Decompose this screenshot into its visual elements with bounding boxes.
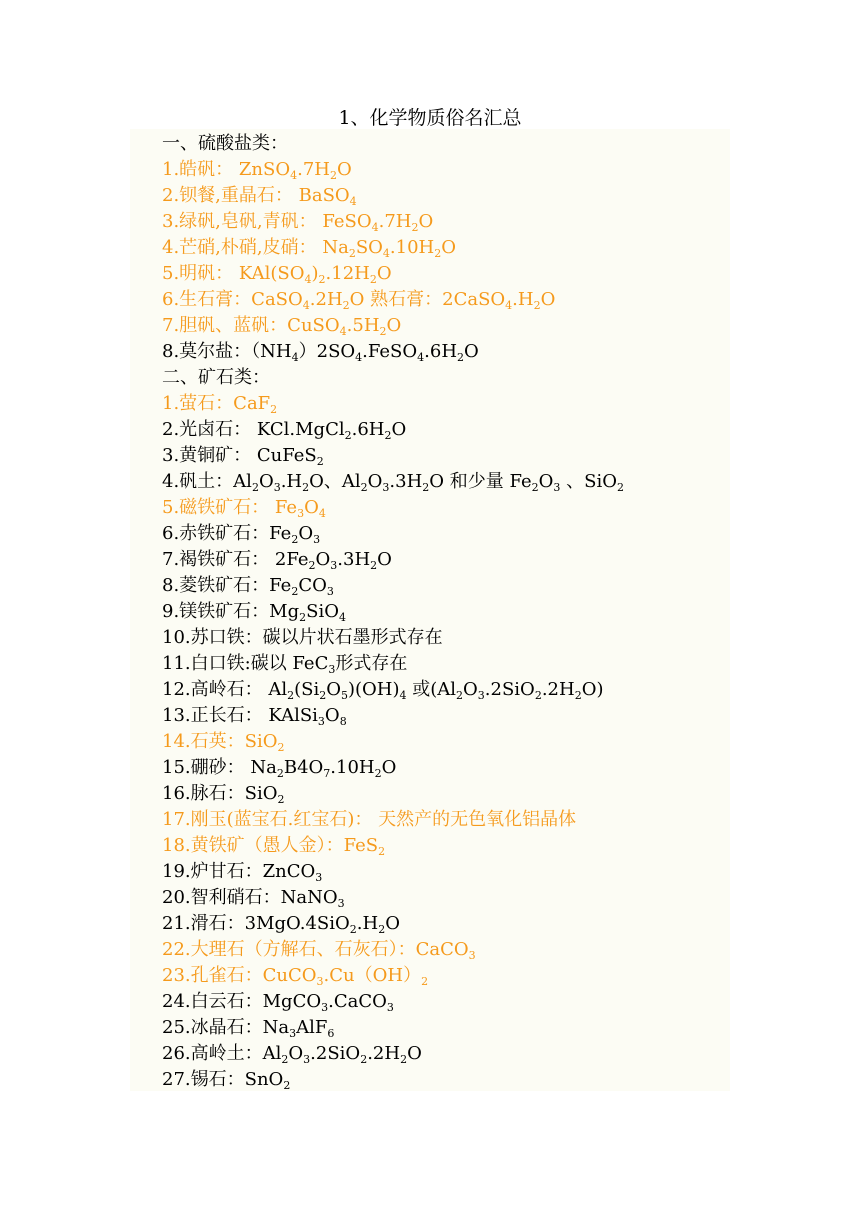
text-line: 26.高岭土：$Al_2O_3.2SiO_2.2H_2O$ <box>162 1043 422 1066</box>
text-line: 12.高岭石： $Al_2(Si_2O_5)(OH)_4$ 或$(Al_2O_3.2SiO_2.2H_2O)$ <box>162 679 604 702</box>
text-line: 2.光卤石： $KCl.MgCl_2.6H_2O$ <box>162 419 407 442</box>
text-line: 25.冰晶石：$Na_3AlF_6$ <box>162 1017 335 1040</box>
text-line: 6.生石膏：$CaSO_4.2H_2O$ 熟石膏：$2CaSO_4.H_2O$ <box>162 289 556 312</box>
text-line: 9.镁铁矿石：$Mg_2SiO_4$ <box>162 601 346 624</box>
text-line: 8.莫尔盐：$(NH_4)2SO_4.FeSO_4.6H_2O$ <box>162 341 479 364</box>
text-line: 二、矿石类： <box>162 367 270 388</box>
text-line: 4.矾土：$Al_2O_3.H_2O$、$Al_2O_3.3H_2O$ 和少量 $Fe_2O_3$ 、SiO$_2$ <box>162 471 624 494</box>
text-line: 17.刚玉(蓝宝石.红宝石)： 天然产的无色氧化铝晶体 <box>162 809 577 830</box>
text-line: 27.锡石：SnO$_2$ <box>162 1069 291 1092</box>
text-line: 6.赤铁矿石：$Fe_2O_3$ <box>162 523 321 546</box>
text-line: 7.褐铁矿石： $2Fe_2O_3.3H_2O$ <box>162 549 392 572</box>
text-line: 3.黄铜矿： CuFeS$_2$ <box>162 445 324 468</box>
text-line: 24.白云石：MgCO$_3$.CaCO$_3$ <box>162 991 394 1014</box>
text-line: 19.炉甘石：ZnCO$_3$ <box>162 861 323 884</box>
text-line: 8.菱铁矿石：$Fe_2CO_3$ <box>162 575 334 598</box>
text-line: 1.萤石：CaF$_2$ <box>162 393 278 416</box>
text-line: 3.绿矾,皂矾,青矾： $FeSO_4.7H_2O$ <box>162 211 434 234</box>
content-lines <box>162 131 624 1093</box>
text-line: 4.芒硝,朴硝,皮硝： $Na_2SO_4.10H_2O$ <box>162 237 457 260</box>
page-title: 1、化学物质俗名汇总 <box>338 107 522 129</box>
text-line: 22.大理石（方解石、石灰石）：CaCO$_3$ <box>162 939 476 962</box>
text-line: 10.苏口铁：碳以片状石墨形式存在 <box>162 627 443 648</box>
text-line: 21.滑石：$3MgO.4SiO_2.H_2O$ <box>162 913 400 936</box>
text-line: 20.智利硝石：NaNO$_3$ <box>162 887 345 910</box>
text-line: 7.胆矾、蓝矾：$CuSO_4.5H_2O$ <box>162 315 402 338</box>
text-line: 18.黄铁矿（愚人金）：FeS$_2$ <box>162 835 386 858</box>
text-line: 15.硼砂： $Na_2B4O_7.10H_2O$ <box>162 757 397 780</box>
text-line: 2.钡餐,重晶石： BaSO$_4$ <box>162 185 357 208</box>
text-line: 5.磁铁矿石： $Fe_3O_4$ <box>162 497 326 520</box>
text-line: 13.正长石： $KAlSi_3O_8$ <box>162 705 347 728</box>
text-line: 23.孔雀石：$CuCO_3.Cu(OH)_2$ <box>162 965 429 988</box>
text-line: 1.皓矾： $ZnSO_4.7H_2O$ <box>162 159 352 182</box>
text-line: 一、硫酸盐类： <box>162 133 288 154</box>
text-line: 16.脉石：SiO$_2$ <box>162 783 285 806</box>
text-line: 11.白口铁:碳以 FeC$_3$形式存在 <box>162 653 408 676</box>
text-line: 5.明矾： $KAl(SO_4)_2.12H_2O$ <box>162 263 392 286</box>
text-line: 14.石英：SiO$_2$ <box>162 731 285 754</box>
